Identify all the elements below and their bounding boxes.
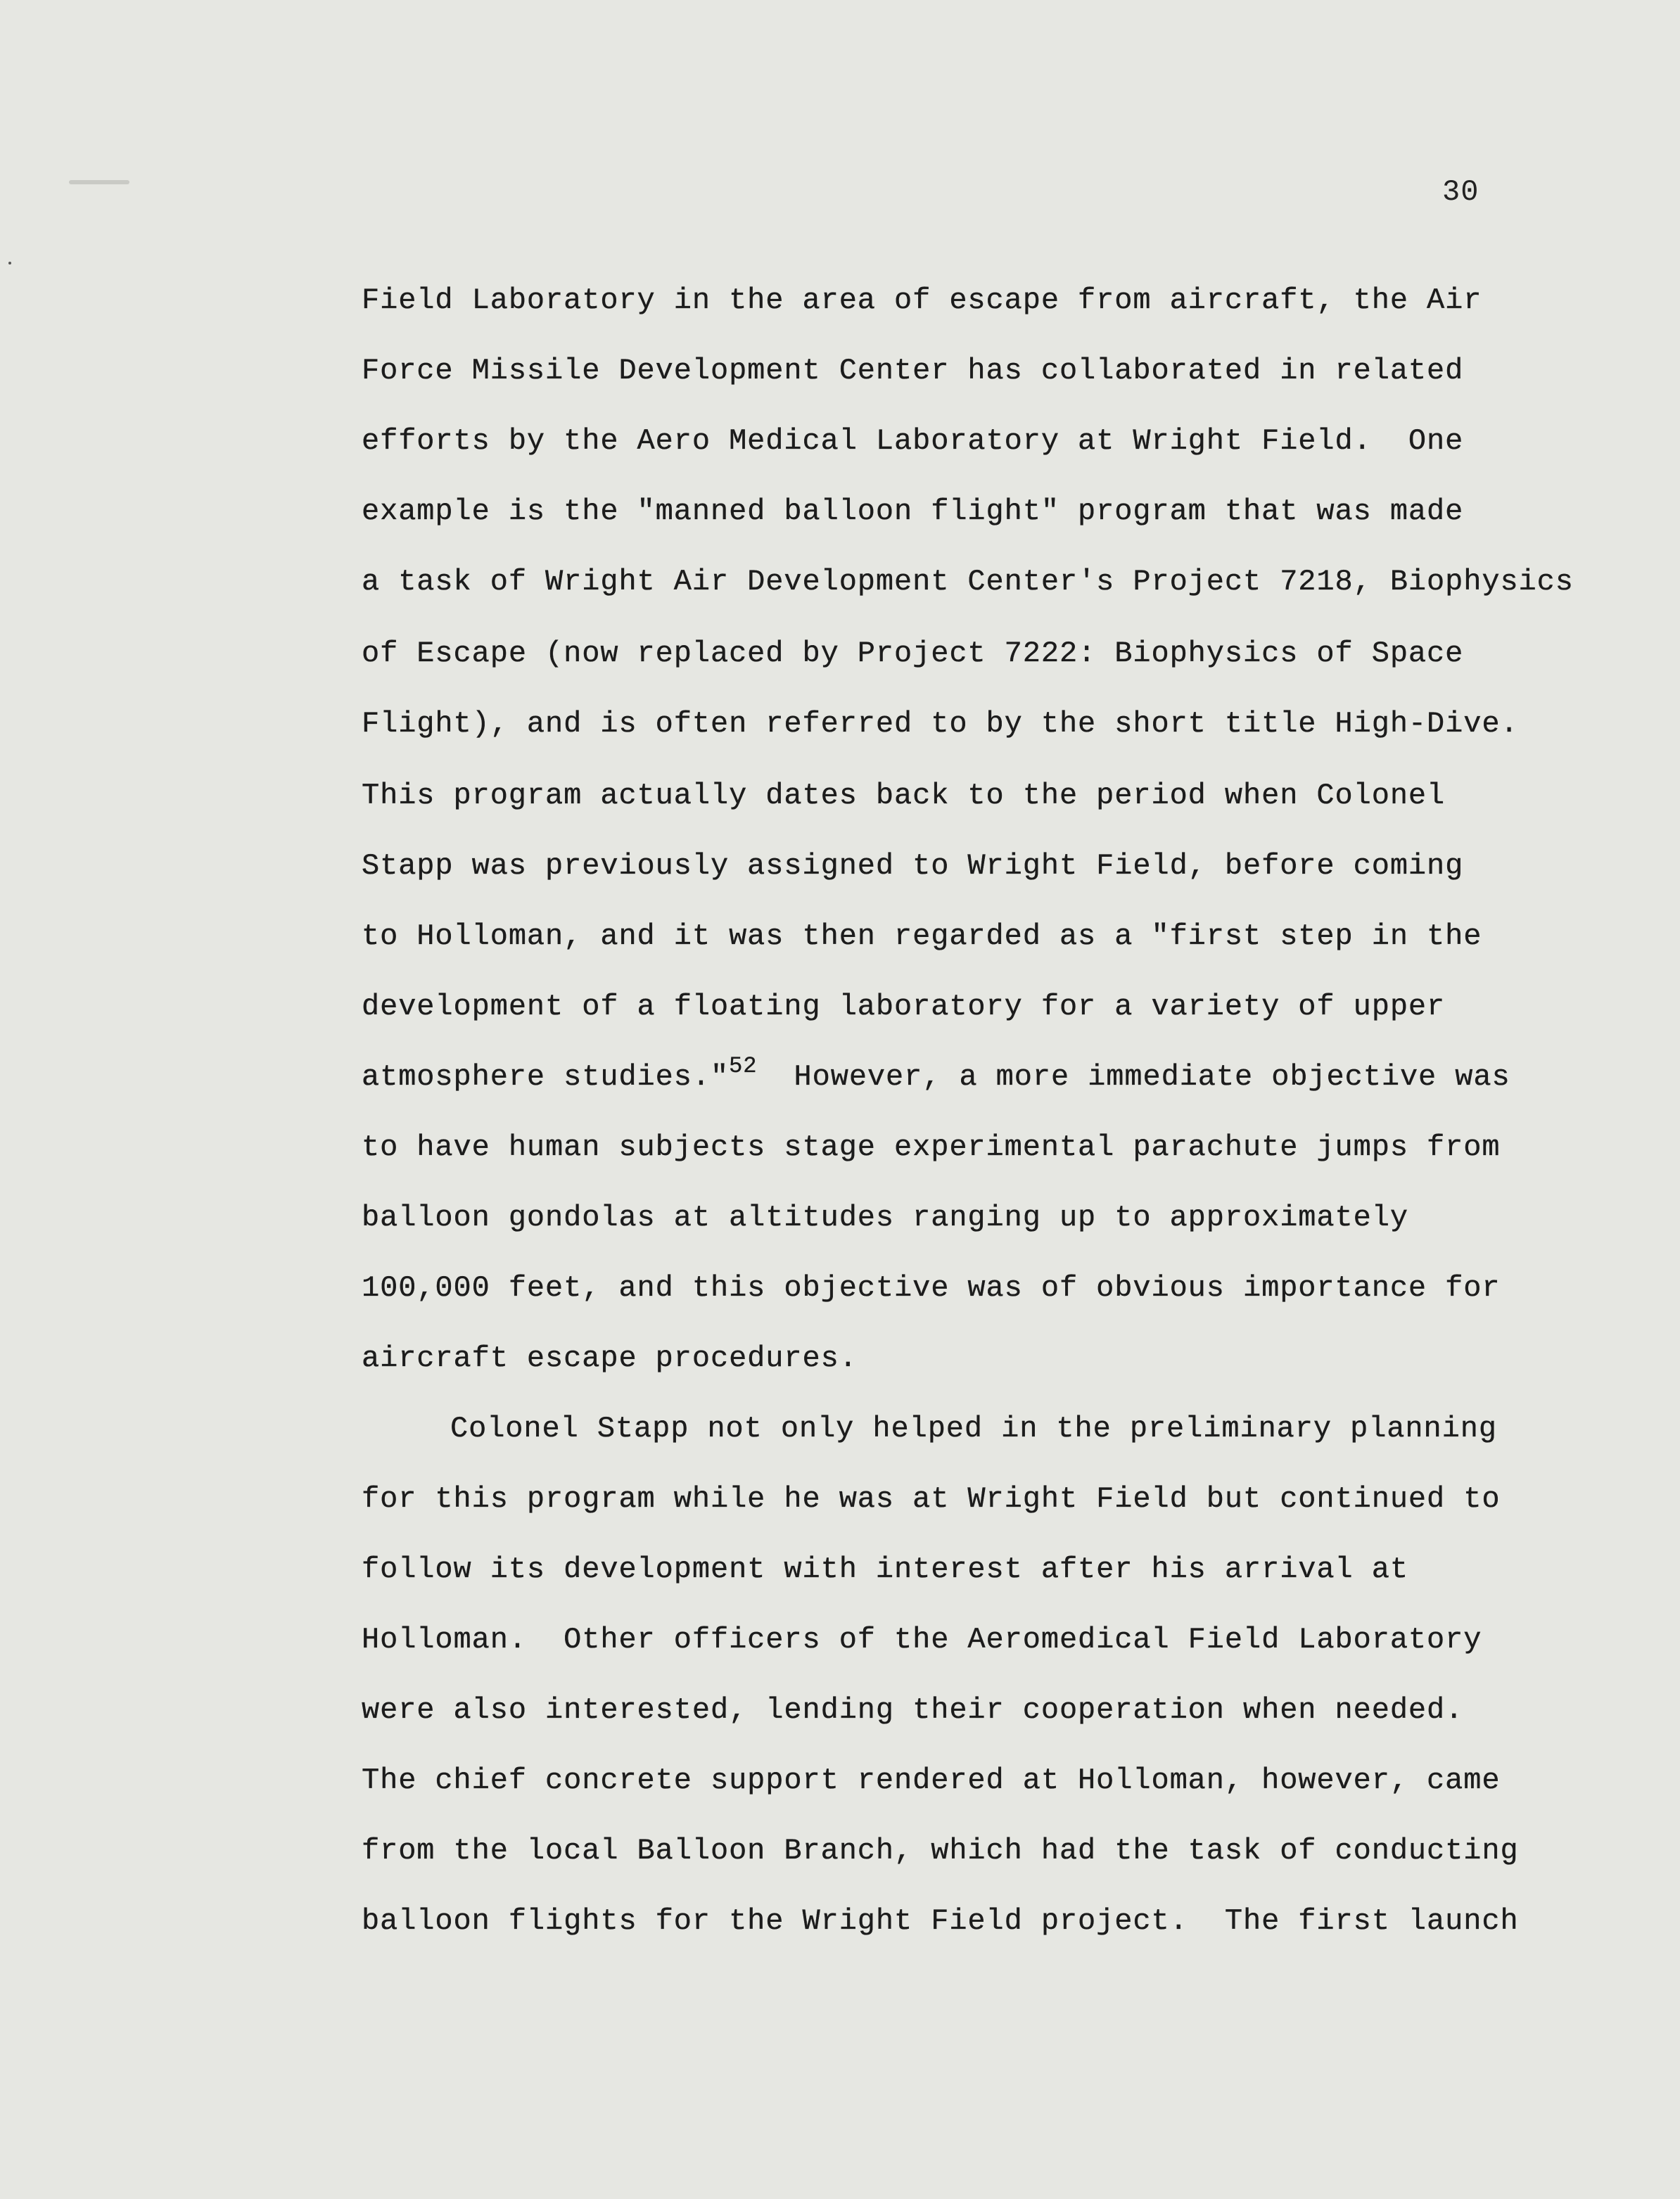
text-line: Field Laboratory in the area of escape from aircraft, the Air bbox=[362, 283, 1482, 317]
text-line: of Escape (now replaced by Project 7222: Biophysics of Space bbox=[362, 637, 1464, 670]
text-line: Stapp was previously assigned to Wright Field, before coming bbox=[362, 849, 1464, 883]
text-line: efforts by the Aero Medical Laboratory at Wright Field. One bbox=[362, 424, 1464, 458]
text-line: 100,000 feet, and this objective was of obvious importance for bbox=[362, 1271, 1501, 1305]
scan-speck bbox=[8, 262, 11, 264]
text-line: to have human subjects stage experimental parachute jumps from bbox=[362, 1130, 1501, 1164]
text-line: development of a floating laboratory for a variety of upper bbox=[362, 990, 1446, 1024]
text-line: The chief concrete support rendered at Holloman, however, came bbox=[362, 1764, 1501, 1797]
text-line: This program actually dates back to the period when Colonel bbox=[362, 779, 1446, 812]
text-line: follow its development with interest after his arrival at bbox=[362, 1553, 1408, 1586]
text-line: to Holloman, and it was then regarded as a "first step in the bbox=[362, 919, 1482, 953]
line-text-before-footnote: atmosphere studies." bbox=[362, 1060, 730, 1094]
text-line: balloon gondolas at altitudes ranging up to approximately bbox=[362, 1201, 1408, 1235]
line-text-after-footnote: However, a more immediate objective was bbox=[757, 1060, 1510, 1094]
text-line: Flight), and is often referred to by the short title High-Dive. bbox=[362, 707, 1519, 741]
text-line: example is the "manned balloon flight" program that was made bbox=[362, 495, 1464, 528]
text-line: for this program while he was at Wright Field but continued to bbox=[362, 1482, 1501, 1516]
paragraph-first-line: Colonel Stapp not only helped in the preliminary planning bbox=[450, 1412, 1497, 1446]
text-line: aircraft escape procedures. bbox=[362, 1341, 858, 1375]
text-line: Holloman. Other officers of the Aeromedical Field Laboratory bbox=[362, 1623, 1482, 1657]
text-line: from the local Balloon Branch, which had the task of conducting bbox=[362, 1834, 1519, 1868]
text-line: Force Missile Development Center has collaborated in related bbox=[362, 354, 1464, 388]
text-line: a task of Wright Air Development Center's Project 7218, Biophysics bbox=[362, 565, 1574, 599]
page-number: 30 bbox=[1442, 175, 1479, 209]
footnote-marker: 52 bbox=[729, 1053, 758, 1079]
scan-edge-mark bbox=[69, 180, 129, 184]
text-line-with-footnote bbox=[362, 1053, 1510, 1095]
text-line: balloon flights for the Wright Field project. The first launch bbox=[362, 1904, 1519, 1938]
text-line: were also interested, lending their cooperation when needed. bbox=[362, 1693, 1464, 1727]
